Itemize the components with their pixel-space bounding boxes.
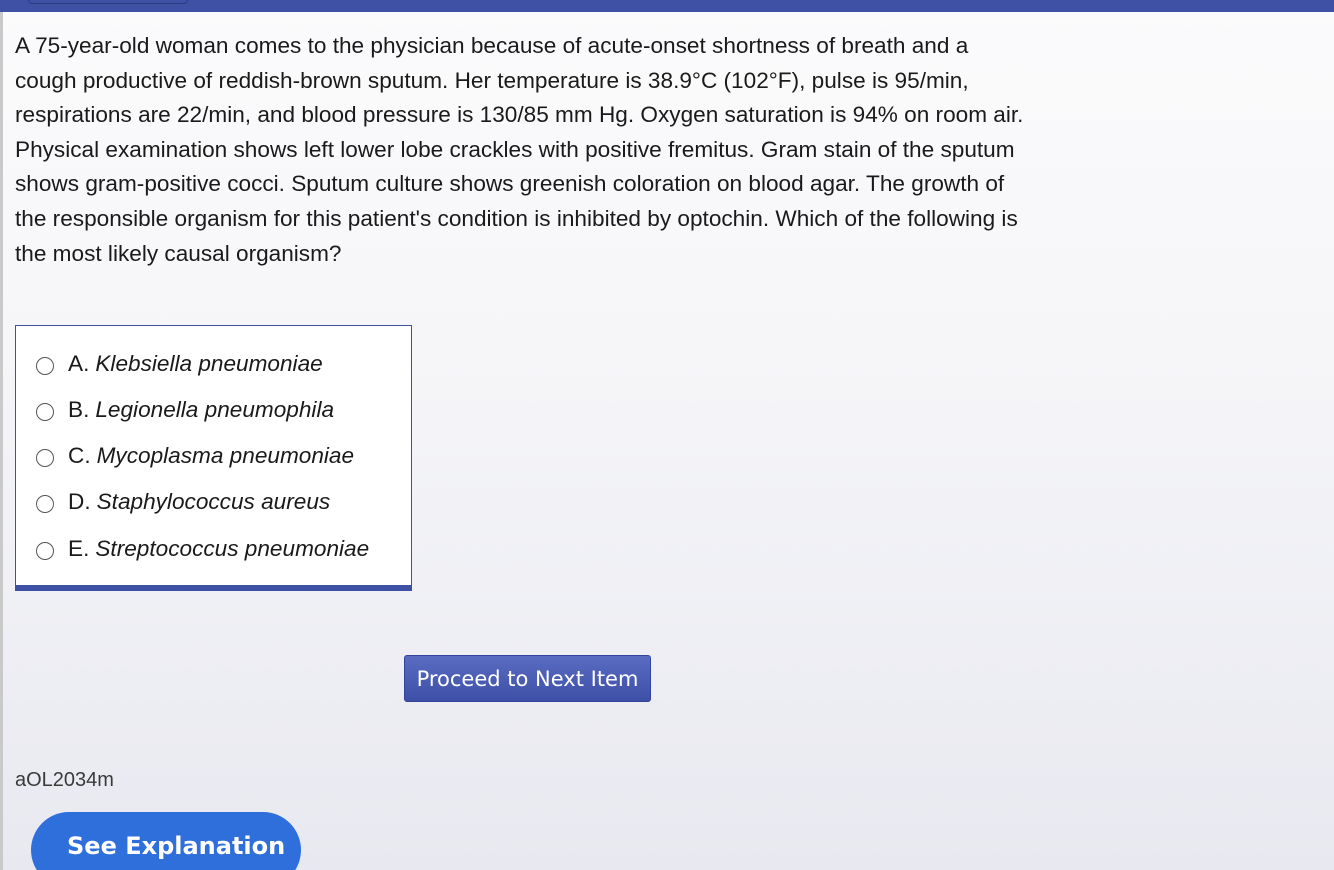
option-text: Legionella pneumophila (95, 397, 335, 422)
option-letter: A. (68, 351, 90, 376)
radio-button[interactable] (36, 357, 54, 375)
answer-option-d[interactable] (36, 482, 330, 522)
option-letter: E. (68, 536, 90, 561)
option-text: Mycoplasma pneumoniae (96, 443, 355, 468)
option-letter: B. (68, 397, 90, 422)
option-letter: D. (68, 489, 91, 514)
radio-button[interactable] (36, 542, 54, 560)
answer-choices (15, 325, 412, 591)
answer-option-e[interactable] (36, 529, 369, 569)
question-id: aOL2034m (15, 769, 114, 791)
option-text: Klebsiella pneumoniae (95, 351, 323, 376)
answer-option-b[interactable] (36, 390, 334, 430)
radio-button[interactable] (36, 403, 54, 421)
radio-button[interactable] (36, 449, 54, 467)
left-divider (0, 12, 3, 870)
top-toolbar (0, 0, 1334, 12)
option-text: Staphylococcus aureus (96, 489, 331, 514)
question-stem: A 75-year-old woman comes to the physician because of acute-onset shortness of breath and a cough productive of reddish-brown sputum. Her temperature is 38.9°C (102°F), pulse is 95/min, respirations are 22/min, and blood pressure is 130/85 mm Hg. Oxygen saturation is 94% on room air. Physical examination shows left lower lobe crackles with positive fremitus. Gram stain of the sputum shows gram-positive cocci. Sputum culture shows greenish coloration on blood agar. The growth of the responsible organism for this patient's condition is inhibited by optochin. Which of the following is the most likely causal organism? (15, 33, 1024, 266)
toolbar-tab[interactable] (28, 0, 188, 4)
option-letter: C. (68, 443, 91, 468)
see-explanation-button[interactable]: See Explanation (31, 812, 301, 870)
proceed-next-item-button[interactable]: Proceed to Next Item (404, 655, 651, 702)
option-text: Streptococcus pneumoniae (95, 536, 370, 561)
radio-button[interactable] (36, 495, 54, 513)
answer-option-a[interactable] (36, 344, 323, 384)
answer-option-c[interactable] (36, 436, 354, 476)
